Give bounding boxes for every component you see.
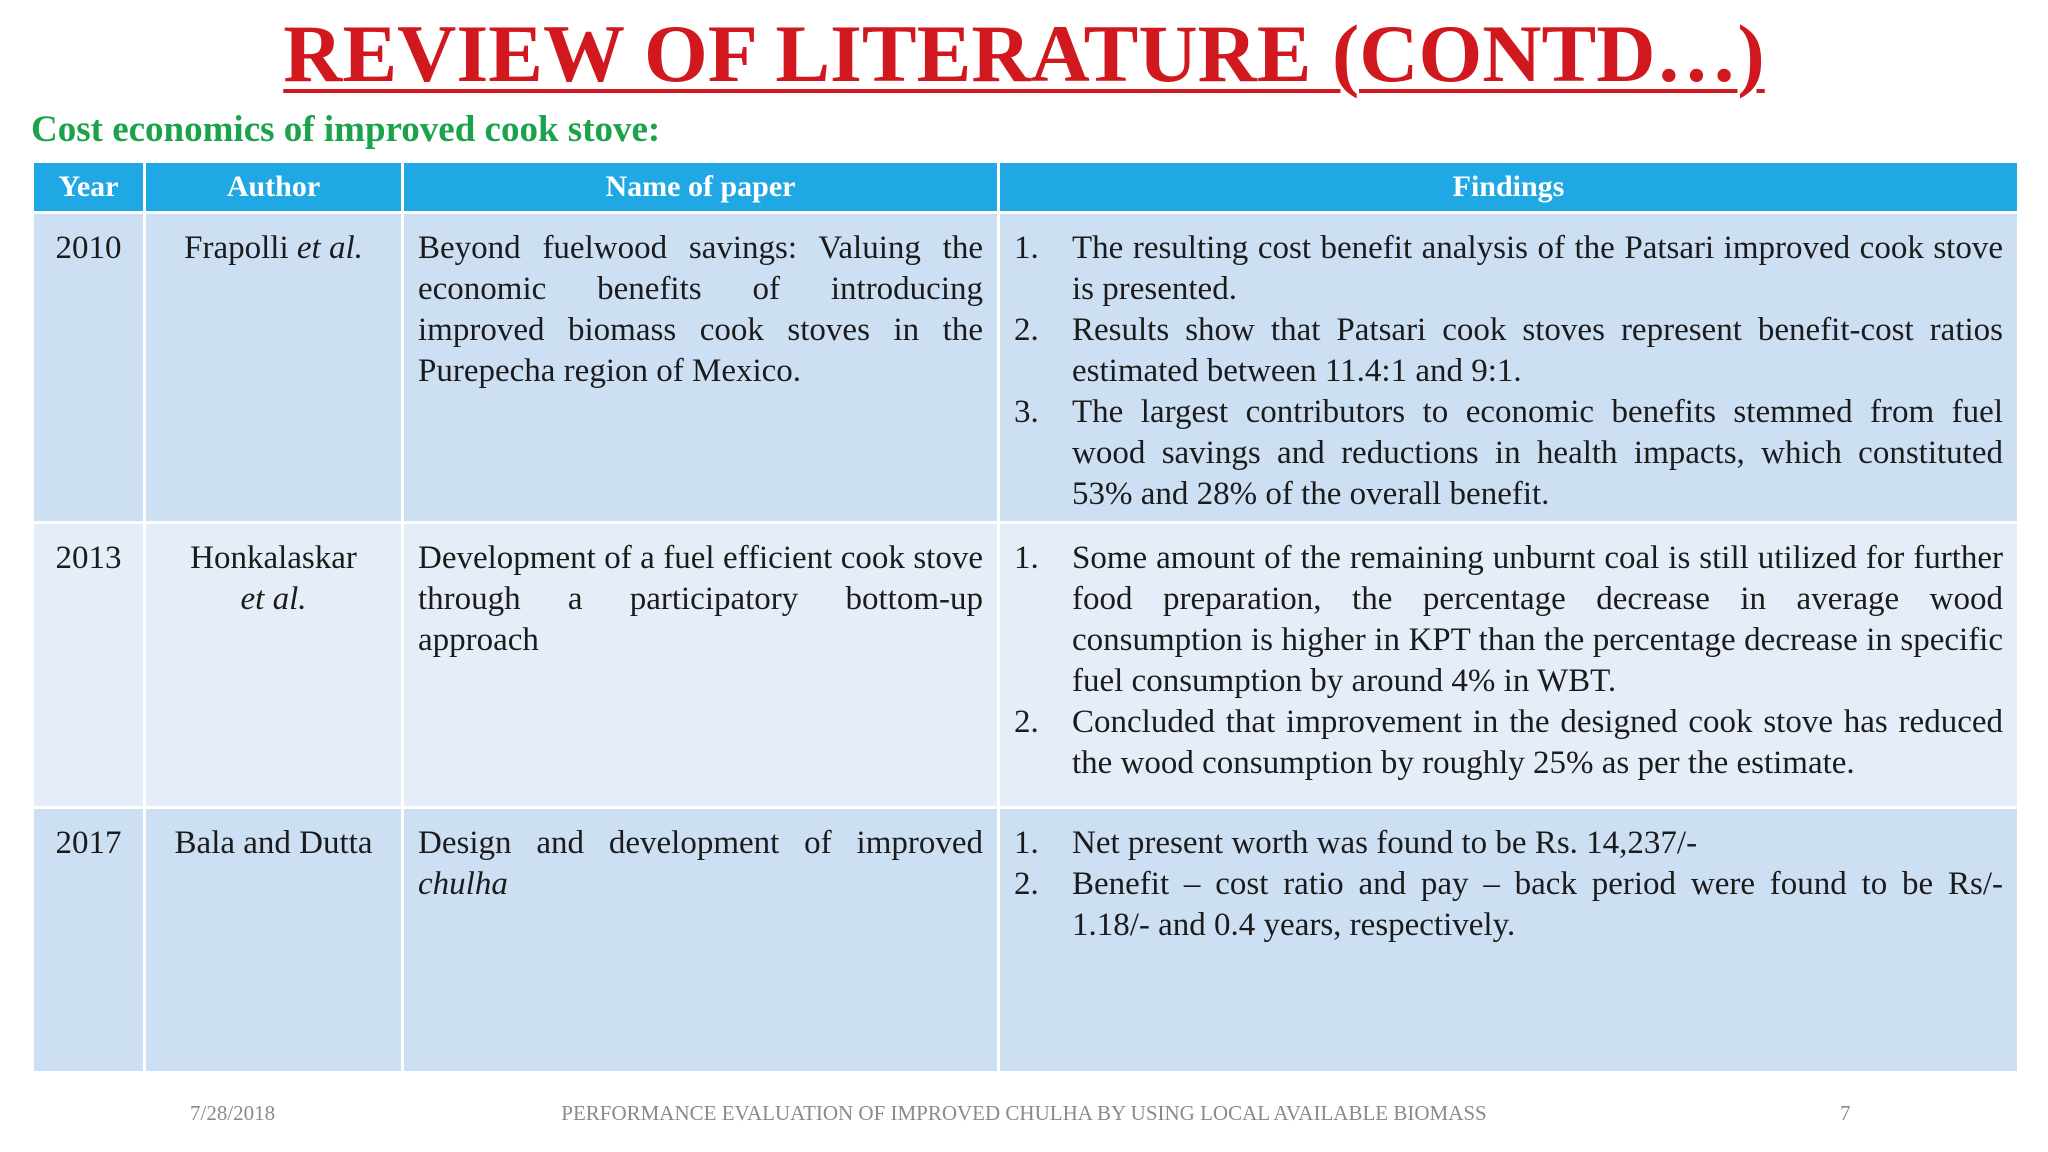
finding-text: Benefit – cost ratio and pay – back period were found to be Rs/- 1.18/- and 0.4 years, respectively.: [1072, 866, 2003, 943]
finding-text: Concluded that improvement in the designed cook stove has reduced the wood consumption by roughly 25% as per the estimate.: [1072, 704, 2003, 781]
finding-number: 1.: [1014, 230, 1039, 266]
paper-cell: Beyond fuelwood savings: Valuing the economic benefits of introducing improved biomass cook stoves in the Purepecha region of Mexico.: [403, 213, 999, 523]
author-et-al: et al.: [296, 230, 363, 266]
header-author: Author: [145, 162, 403, 213]
author-name: Honkalaskar: [190, 540, 357, 576]
author-et-al: et al.: [240, 581, 307, 617]
finding-text: The resulting cost benefit analysis of the Patsari improved cook stove is presented.: [1072, 230, 2003, 307]
paper-title-italic: chulha: [418, 866, 508, 902]
header-findings: Findings: [999, 162, 2019, 213]
finding-item: [1014, 538, 2003, 702]
footer-title: PERFORMANCE EVALUATION OF IMPROVED CHULHA BY USING LOCAL AVAILABLE BIOMASS: [561, 1101, 1487, 1125]
author-cell: [145, 523, 403, 808]
finding-item: [1014, 310, 2003, 392]
year-cell: 2017: [33, 808, 145, 1073]
finding-item: [1014, 823, 2003, 864]
finding-item: [1014, 392, 2003, 515]
table-row: [33, 808, 2019, 1073]
finding-text: The largest contributors to economic benefits stemmed from fuel wood savings and reductions in health impacts, which constituted 53% and 28% of the overall benefit.: [1072, 394, 2003, 512]
header-year: Year: [33, 162, 145, 213]
finding-number: 3.: [1014, 394, 1039, 430]
finding-item: [1014, 702, 2003, 784]
finding-number: 2.: [1014, 312, 1039, 348]
paper-cell: [403, 808, 999, 1073]
findings-cell: [999, 808, 2019, 1073]
header-paper: Name of paper: [403, 162, 999, 213]
author-cell: [145, 213, 403, 523]
paper-cell: Development of a fuel efficient cook stove through a participatory bottom-up approach: [403, 523, 999, 808]
slide-title: REVIEW OF LITERATURE (CONTD…): [283, 8, 1765, 99]
findings-cell: [999, 523, 2019, 808]
author-name: Frapolli: [184, 230, 289, 266]
finding-number: 2.: [1014, 704, 1039, 740]
finding-text: Results show that Patsari cook stoves represent benefit-cost ratios estimated between 11.4:1 and 9:1.: [1072, 312, 2003, 389]
findings-cell: [999, 213, 2019, 523]
finding-number: 1.: [1014, 540, 1039, 576]
finding-number: 1.: [1014, 825, 1039, 861]
table-header-row: [33, 162, 2019, 213]
finding-item: [1014, 864, 2003, 946]
finding-number: 2.: [1014, 866, 1039, 902]
year-cell: 2013: [33, 523, 145, 808]
table-row: [33, 213, 2019, 523]
year-cell: 2010: [33, 213, 145, 523]
finding-text: Some amount of the remaining unburnt coal is still utilized for further food preparation, the percentage decrease in average wood consumption is higher in KPT than the percentage decrease in specific fuel consumption by around 4% in WBT.: [1072, 540, 2003, 699]
paper-title: Design and development of improved: [418, 825, 983, 861]
footer-page-number: 7: [1840, 1101, 1851, 1125]
finding-item: [1014, 228, 2003, 310]
literature-table: [31, 160, 2020, 1074]
table-row: [33, 523, 2019, 808]
slide-subtitle: Cost economics of improved cook stove:: [31, 109, 661, 150]
finding-text: Net present worth was found to be Rs. 14,237/-: [1072, 825, 1698, 861]
author-cell: Bala and Dutta: [145, 808, 403, 1073]
footer-date: 7/28/2018: [190, 1101, 276, 1125]
